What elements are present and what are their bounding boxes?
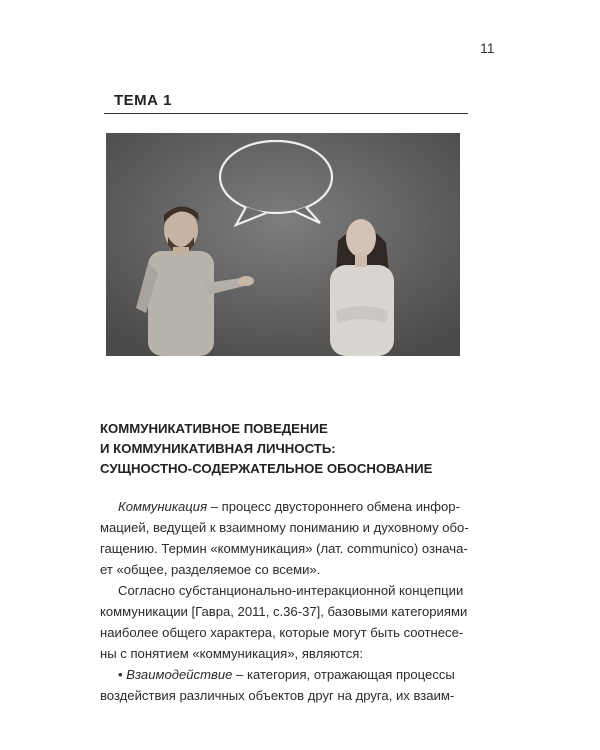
text-line: воздействия различных объектов друг на друга, их взаим- [100, 688, 455, 703]
section-heading [100, 419, 480, 479]
section-label: ТЕМА 1 [114, 92, 173, 109]
term-communication: Коммуникация [118, 499, 208, 514]
text-line: коммуникации [Гавра, 2011, с.36-37], базовыми категориями [100, 604, 468, 619]
heading-line: И КОММУНИКАТИВНАЯ ЛИЧНОСТЬ: [100, 441, 336, 456]
heading-line: СУЩНОСТНО-СОДЕРЖАТЕЛЬНОЕ ОБОСНОВАНИЕ [100, 461, 433, 476]
text-line: ет «общее, разделяемое со всеми». [100, 562, 321, 577]
text-span: – категория, отражающая процессы [232, 667, 455, 682]
text-line: гащению. Термин «коммуникация» (лат. communico) означа- [100, 541, 468, 556]
text-line: мацией, ведущей к взаимному пониманию и духовному обо- [100, 520, 469, 535]
paragraph-communication-definition [100, 496, 485, 580]
heading-line: КОММУНИКАТИВНОЕ ПОВЕДЕНИЕ [100, 421, 328, 436]
text-line [100, 664, 485, 685]
text-span: – процесс двустороннего обмена инфор- [207, 499, 460, 514]
page-number: 11 [480, 40, 495, 56]
term-interaction: Взаимодействие [126, 667, 233, 682]
paragraph-concept [100, 580, 485, 664]
paragraph-interaction [100, 664, 485, 706]
bullet-icon: • [118, 667, 123, 682]
header-rule [104, 113, 468, 114]
text-line: Согласно субстанционально-интеракционной концепции [118, 583, 464, 598]
text-line [100, 496, 485, 517]
two-people-talking-photo [106, 133, 460, 356]
text-line: наиболее общего характера, которые могут быть соотнесе- [100, 625, 464, 640]
text-line: ны с понятием «коммуникация», являются: [100, 646, 363, 661]
